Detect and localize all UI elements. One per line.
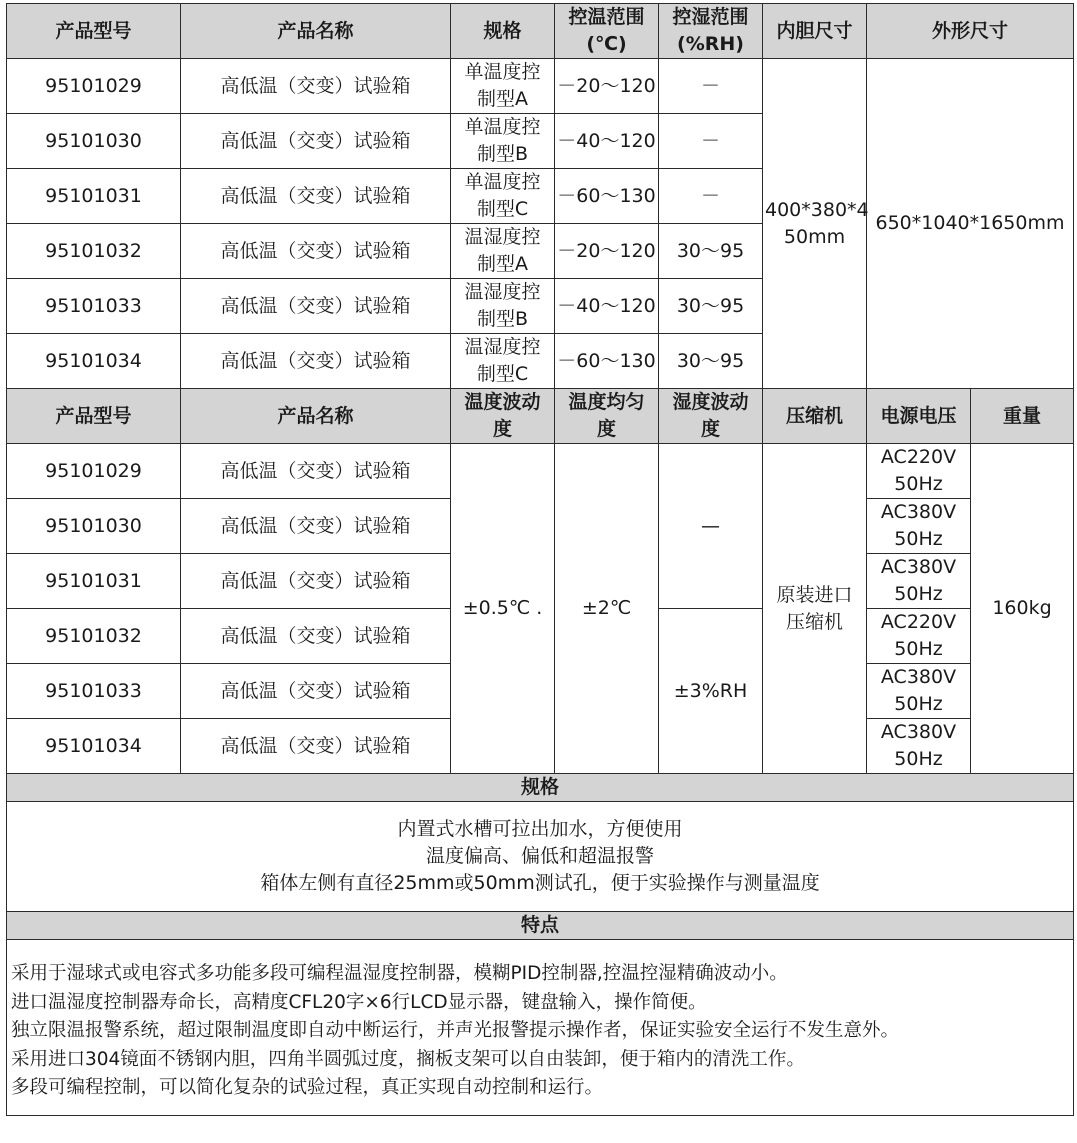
spec-cell: 单温度控 制型C [451, 169, 555, 224]
table-row [7, 444, 1074, 499]
model-cell: 95101033 [7, 664, 181, 719]
name-cell: 高低温（交变）试验箱 [181, 224, 451, 279]
hum-range-cell: － [659, 59, 763, 114]
model-cell: 95101030 [7, 499, 181, 554]
model-cell: 95101029 [7, 444, 181, 499]
header-weight: 重量 [971, 389, 1074, 444]
header-inner-size: 内胆尺寸 [763, 4, 867, 59]
model-cell: 95101029 [7, 59, 181, 114]
table-row [7, 59, 1074, 114]
model-cell: 95101031 [7, 169, 181, 224]
spec-title-row [7, 774, 1074, 802]
name-cell: 高低温（交变）试验箱 [181, 444, 451, 499]
name-cell: 高低温（交变）试验箱 [181, 499, 451, 554]
table2-header-row [7, 389, 1074, 444]
header-model: 产品型号 [7, 4, 181, 59]
spec-section-title: 规格 [7, 774, 1074, 802]
header-name: 产品名称 [181, 4, 451, 59]
power-cell: AC220V 50Hz [867, 444, 971, 499]
name-cell: 高低温（交变）试验箱 [181, 114, 451, 169]
feature-section-body [7, 940, 1074, 1116]
model-cell: 95101030 [7, 114, 181, 169]
power-cell: AC380V 50Hz [867, 664, 971, 719]
header-temp-range: 控温范围 (℃) [555, 4, 659, 59]
model-cell: 95101034 [7, 334, 181, 389]
feature-line: 进口温湿度控制器寿命长，高精度CFL20字×6行LCD显示器，键盘输入，操作简便。 [11, 991, 707, 1013]
model-cell: 95101034 [7, 719, 181, 774]
product-table [6, 3, 1074, 1116]
name-cell: 高低温（交变）试验箱 [181, 169, 451, 224]
hum-range-cell: － [659, 114, 763, 169]
header-outer-size: 外形尺寸 [867, 4, 1074, 59]
header-hum-range: 控湿范围 (%RH) [659, 4, 763, 59]
feature-line: 多段可编程控制，可以简化复杂的试验过程，真正实现自动控制和运行。 [11, 1077, 604, 1098]
spec-cell: 温湿度控 制型C [451, 334, 555, 389]
model-cell: 95101031 [7, 554, 181, 609]
temp-range-cell: －40～120 [555, 114, 659, 169]
spec-cell: 温湿度控 制型B [451, 279, 555, 334]
feature-line: 采用于湿球式或电容式多功能多段可编程温湿度控制器，模糊PID控制器,控温控湿精确波动小。 [11, 963, 788, 984]
power-cell: AC220V 50Hz [867, 609, 971, 664]
feature-line: 采用进口304镜面不锈钢内胆，四角半圆弧过度，搁板支架可以自由装卸，便于箱内的清洗工作。 [11, 1048, 805, 1070]
header-power: 电源电压 [867, 389, 971, 444]
name-cell: 高低温（交变）试验箱 [181, 664, 451, 719]
inner-size-cell: 400*380*4 50mm [763, 59, 867, 389]
temp-fluct-cell: ±0.5℃ . [451, 444, 555, 774]
header-temp-fluct: 温度波动 度 [451, 389, 555, 444]
header-hum-fluct: 湿度波动 度 [659, 389, 763, 444]
header-model: 产品型号 [7, 389, 181, 444]
feature-title-row [7, 912, 1074, 940]
model-cell: 95101033 [7, 279, 181, 334]
power-cell: AC380V 50Hz [867, 499, 971, 554]
spec-body-row [7, 802, 1074, 912]
temp-range-cell: －40～120 [555, 279, 659, 334]
feature-body-row [7, 940, 1074, 1116]
feature-section-title: 特点 [7, 912, 1074, 940]
spec-cell: 单温度控 制型A [451, 59, 555, 114]
name-cell: 高低温（交变）试验箱 [181, 609, 451, 664]
temp-range-cell: －20～120 [555, 59, 659, 114]
temp-range-cell: －60～130 [555, 169, 659, 224]
name-cell: 高低温（交变）试验箱 [181, 334, 451, 389]
model-cell: 95101032 [7, 224, 181, 279]
hum-range-cell: － [659, 169, 763, 224]
name-cell: 高低温（交变）试验箱 [181, 719, 451, 774]
temp-uniform-cell: ±2℃ [555, 444, 659, 774]
power-cell: AC380V 50Hz [867, 719, 971, 774]
hum-range-cell: 30～95 [659, 334, 763, 389]
temp-range-cell: －60～130 [555, 334, 659, 389]
header-spec: 规格 [451, 4, 555, 59]
table1-header-row [7, 4, 1074, 59]
outer-size-cell: 650*1040*1650mm [867, 59, 1074, 389]
feature-line: 独立限温报警系统，超过限制温度即自动中断运行，并声光报警提示操作者，保证实验安全运行不发生意外。 [11, 1020, 900, 1041]
compressor-cell: 原装进口 压缩机 [763, 444, 867, 774]
name-cell: 高低温（交变）试验箱 [181, 554, 451, 609]
hum-fluct-cell: ±3%RH [659, 609, 763, 774]
model-cell: 95101032 [7, 609, 181, 664]
hum-range-cell: 30～95 [659, 279, 763, 334]
power-cell: AC380V 50Hz [867, 554, 971, 609]
spec-line: 温度偏高、偏低和超温报警 [426, 845, 655, 867]
name-cell: 高低温（交变）试验箱 [181, 59, 451, 114]
spec-line: 箱体左侧有直径25mm或50mm测试孔，便于实验操作与测量温度 [260, 872, 820, 894]
temp-range-cell: －20～120 [555, 224, 659, 279]
header-compressor: 压缩机 [763, 389, 867, 444]
spec-section-body [7, 802, 1074, 912]
header-name: 产品名称 [181, 389, 451, 444]
name-cell: 高低温（交变）试验箱 [181, 279, 451, 334]
spec-sheet [6, 3, 1073, 1116]
weight-cell: 160kg [971, 444, 1074, 774]
spec-cell: 单温度控 制型B [451, 114, 555, 169]
spec-cell: 温湿度控 制型A [451, 224, 555, 279]
header-temp-uniform: 温度均匀 度 [555, 389, 659, 444]
hum-fluct-cell: — [659, 444, 763, 609]
hum-range-cell: 30～95 [659, 224, 763, 279]
spec-line: 内置式水槽可拉出加水，方便使用 [397, 818, 683, 840]
